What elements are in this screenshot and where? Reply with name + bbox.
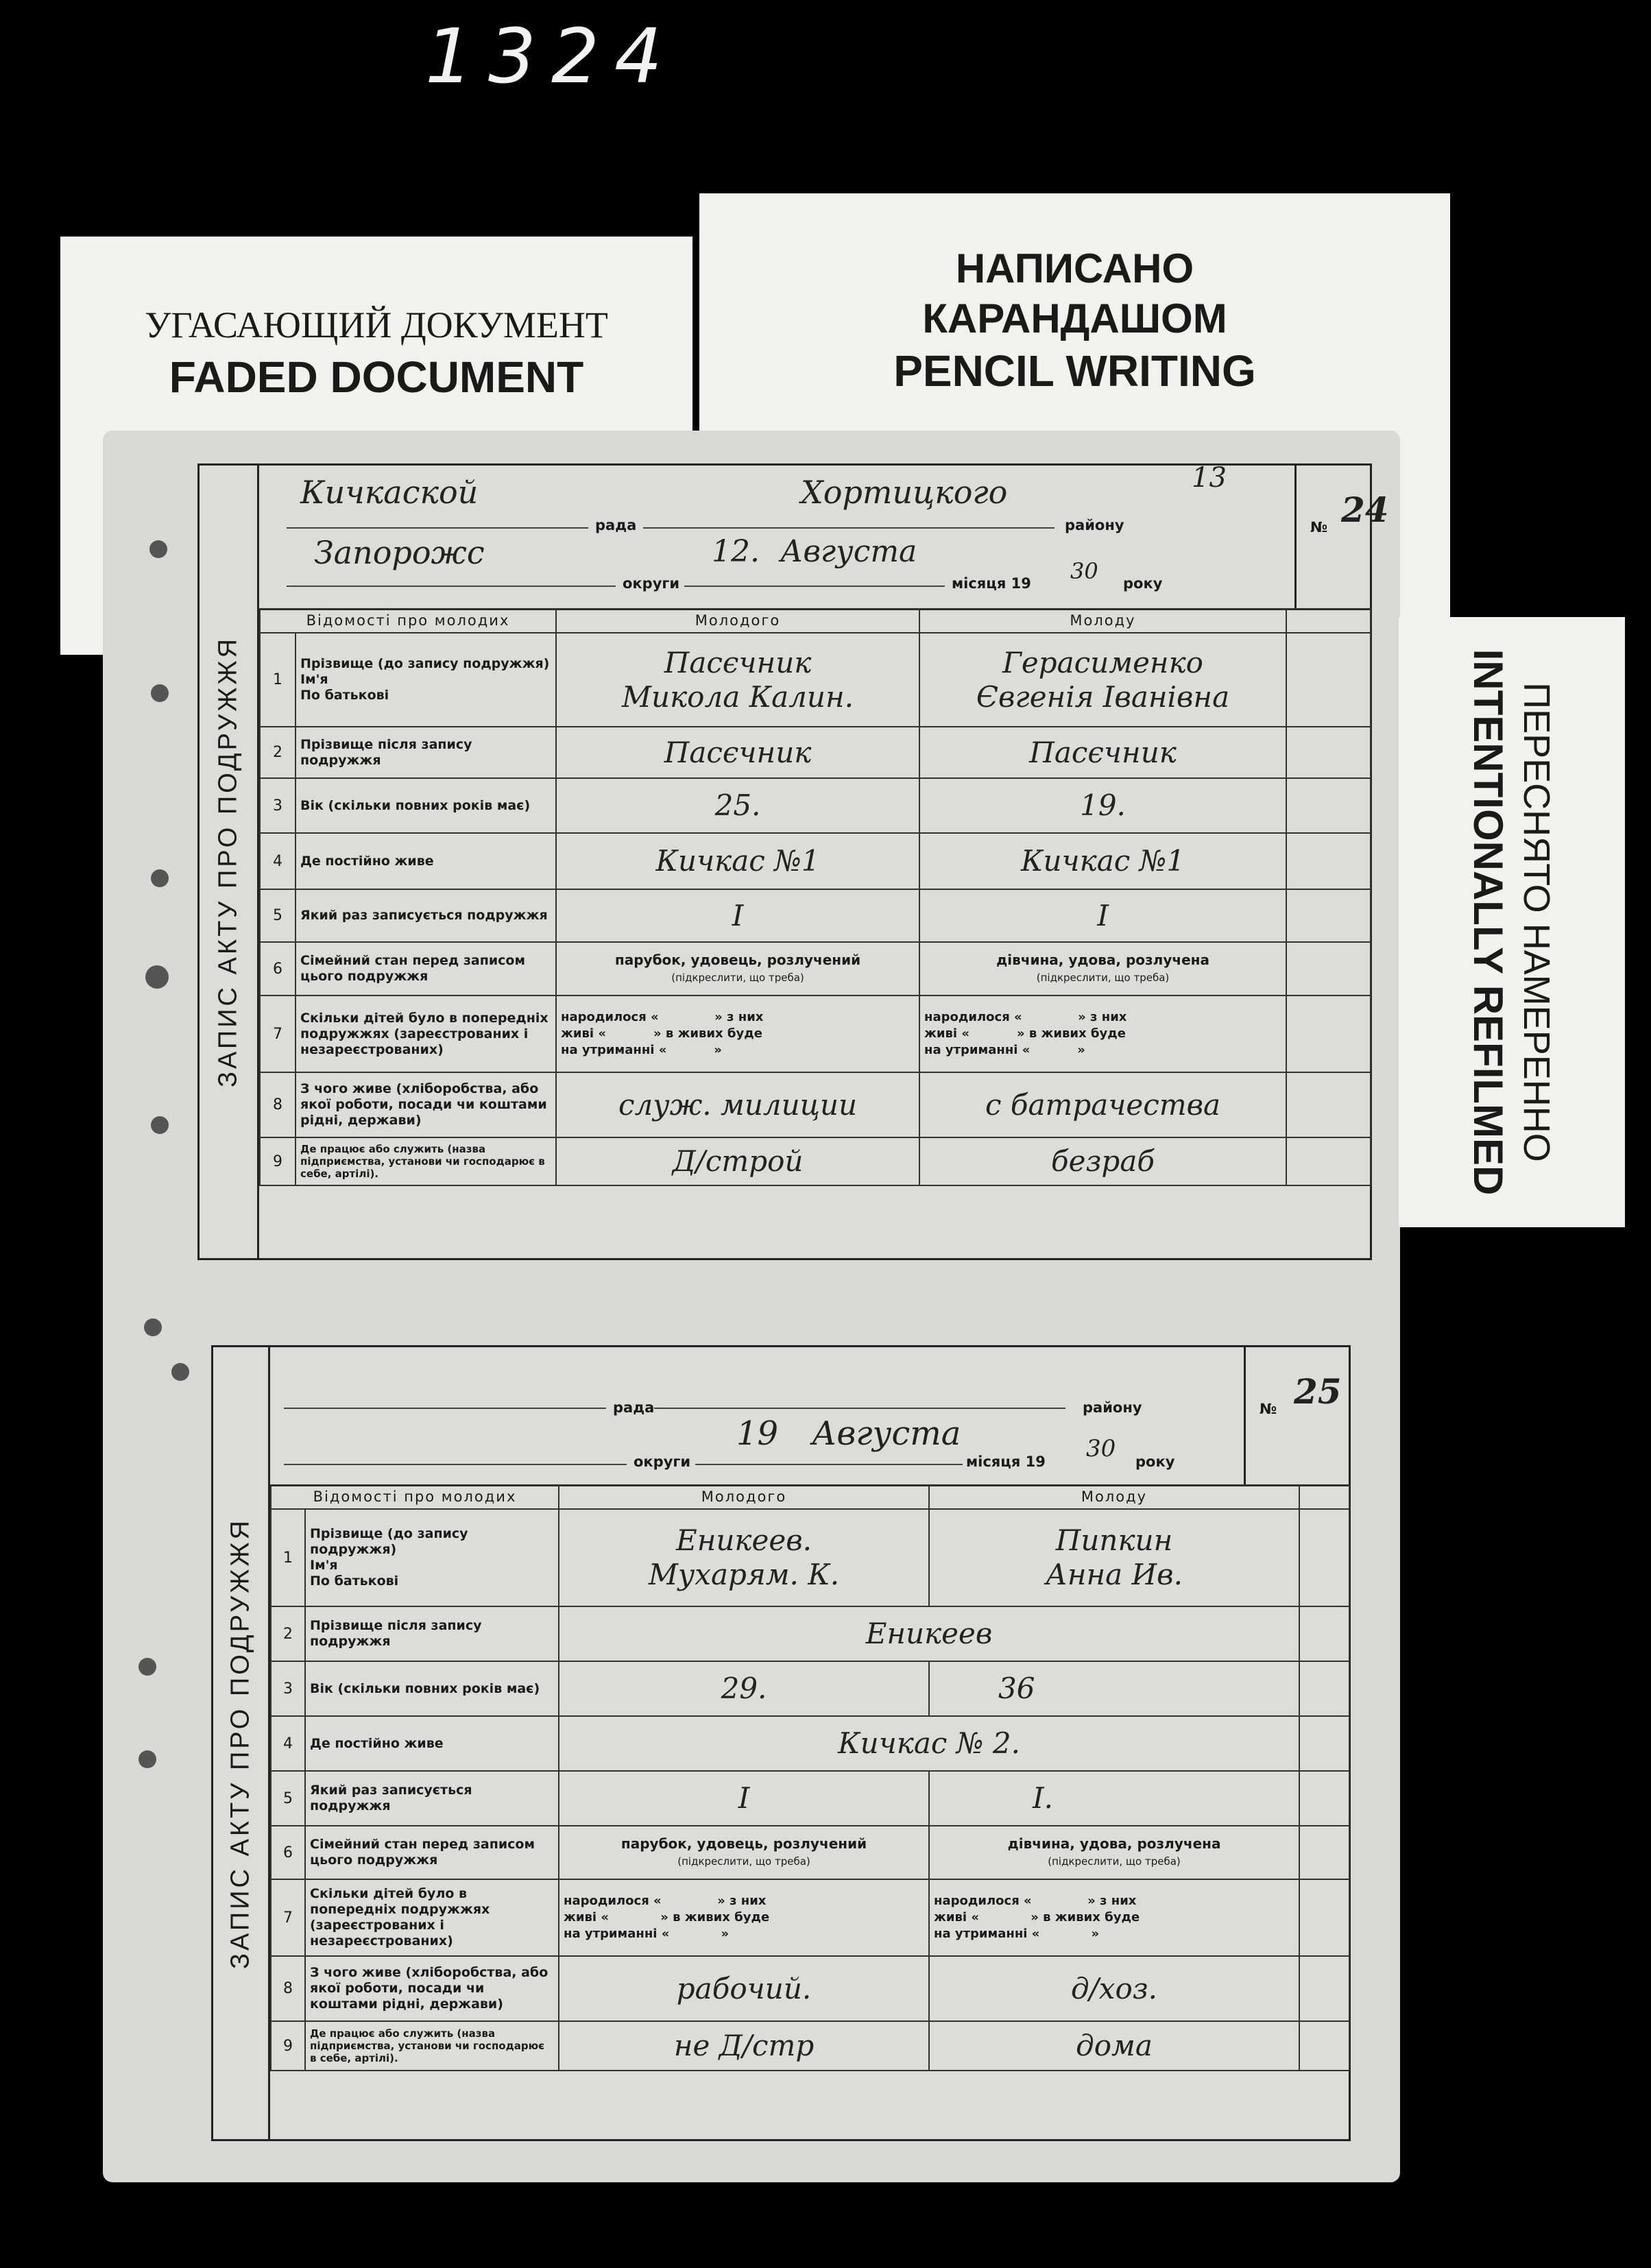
marriage-record-25	[211, 1345, 1351, 2141]
binding-hole	[145, 965, 169, 989]
year-value: 30	[1070, 558, 1098, 584]
col-bride-header: Молоду	[919, 609, 1286, 633]
pencil-slip-english: PENCIL WRITING	[893, 346, 1256, 396]
col-info-header: Відомості про молодих	[260, 609, 556, 633]
raion-correction: 13	[1192, 462, 1227, 494]
record-number: 24	[1341, 490, 1389, 530]
record-header	[259, 462, 1389, 610]
groom-children: народилося « » з них живі « » в живих буде на утриманні « »	[556, 996, 919, 1072]
groom-workplace: Д/строй	[672, 1144, 804, 1178]
row-times-question: Який раз записується подружжя	[296, 889, 556, 942]
bride-times: I	[1097, 898, 1109, 932]
intentionally-refilmed-slip	[1399, 617, 1625, 1227]
year-label: року	[1123, 575, 1163, 592]
row-workplace-question: Де працює або служить (назва підприємства, установи чи господарює в себе, артілі).	[305, 2021, 559, 2071]
record-side-title: ЗАПИС АКТУ ПРО ПОДРУЖЖЯ	[200, 466, 259, 1258]
month-label: місяця 19	[952, 575, 1031, 592]
year-value: 30	[1086, 1435, 1116, 1462]
groom-times: I	[732, 898, 744, 932]
row-children-question: Скільки дітей було в попередніх подружжях (зареєстрованих і незареєстрованих)	[305, 1879, 559, 1956]
groom-status: парубок, удовець, розлучений (підкреслити, що треба)	[556, 942, 919, 996]
col-info-header: Відомості про молодих	[271, 1485, 559, 1509]
row-surname-after-question: Прізвище після запису подружжя	[305, 1606, 559, 1661]
raion-value: Хортицкого	[801, 474, 1008, 511]
record-table: Відомості про молодих Молодого Молоду 1 Прізвище (до запису подружжя) Ім'я По батькові Еникеев. Мухарям. К. Пипкин Анна Ив. 2 Прізвище після запису подружжя Еникеев 3 Вік (скільки повних років має) 29. 36 4 Де постійно живе Кичкас № 2. 5 Який раз записується подружжя I I. 6 Сімейний стан перед записом цього подружжя парубок, удовець, розлучений (підкреслити, що треба) дівчина, удова, розлучена (підкреслити, що треба) 7 Скільки дітей було в попередніх подружжях (зареєстрованих і незареєстрованих) народилося « » з них живі « » в живих буде на утриманні « » народилося « » з них живі « » в живих буде на утриманні « » 8 З чого живе (хліборобства, або якої роботи, посади чи коштами рідні, держави) рабочий. д/хоз. 9 Де працює або служить (назва підприємства, установи чи господарює в себе, артілі). не Д/стр дома	[270, 1484, 1350, 2071]
groom-times: I	[738, 1781, 750, 1815]
col-groom-header: Молодого	[559, 1485, 929, 1509]
record-number-box: № 25	[1244, 1347, 1246, 1484]
okrug-label: округи	[634, 1453, 691, 1470]
month-label: місяця 19	[966, 1453, 1046, 1470]
surname-after: Еникеев	[865, 1617, 993, 1650]
col-groom-header: Молодого	[556, 609, 919, 633]
film-frame-number: 1324	[425, 12, 677, 100]
bride-name-cell: Пипкин Анна Ив.	[929, 1509, 1299, 1606]
groom-status: парубок, удовець, розлучений (підкреслити, що треба)	[559, 1826, 929, 1879]
okrug-label: округи	[623, 575, 680, 592]
bride-status: дівчина, удова, розлучена (підкреслити, що треба)	[919, 942, 1286, 996]
pencil-slip-russian-line2: КАРАНДАШОМ	[922, 295, 1227, 341]
bride-workplace: безраб	[1051, 1144, 1155, 1178]
raion-label: району	[1065, 517, 1124, 533]
okrug-value: Запорожс	[314, 534, 485, 571]
faded-slip-russian: УГАСАЮЩИЙ ДОКУМЕНТ	[145, 304, 608, 346]
row-name-question: Прізвище (до запису подружжя) Ім'я По батькові	[305, 1509, 559, 1606]
binding-hole	[144, 1318, 162, 1336]
row-age-question: Вік (скільки повних років має)	[305, 1661, 559, 1716]
bride-children: народилося « » з них живі « » в живих буде на утриманні « »	[919, 996, 1286, 1072]
groom-name-cell: Еникеев. Мухарям. К.	[559, 1509, 929, 1606]
row-name-question: Прізвище (до запису подружжя) Ім'я По батькові	[296, 633, 556, 727]
record-number: 25	[1294, 1371, 1342, 1412]
marriage-record-24	[197, 462, 1389, 1260]
bride-times: I.	[1033, 1781, 1053, 1815]
pencil-slip-russian-line1: НАПИСАНО	[955, 245, 1194, 291]
bride-workplace: дома	[1076, 2029, 1153, 2062]
row-residence-question: Де постійно живе	[305, 1716, 559, 1771]
row-age-question: Вік (скільки повних років має)	[296, 778, 556, 833]
raion-label: району	[1083, 1399, 1142, 1416]
binding-hole	[151, 684, 169, 702]
day-value: 19	[736, 1414, 779, 1453]
groom-surname-after: Пасєчник	[664, 735, 812, 769]
row-residence-question: Де постійно живе	[296, 833, 556, 889]
record-side-title: ЗАПИС АКТУ ПРО ПОДРУЖЖЯ	[213, 1347, 270, 2139]
bride-surname-after: Пасєчник	[1029, 735, 1177, 769]
col-bride-header: Молоду	[929, 1485, 1299, 1509]
month-value: Августа	[780, 534, 917, 569]
bride-status: дівчина, удова, розлучена (підкреслити, що треба)	[929, 1826, 1299, 1879]
row-status-question: Сімейний стан перед записом цього подружжя	[296, 942, 556, 996]
bride-age: 36	[998, 1672, 1035, 1705]
groom-income: служ. милиции	[618, 1087, 858, 1122]
rada-value: Кичкаской	[300, 474, 479, 511]
groom-residence: Кичкас №1	[655, 844, 820, 878]
binding-hole	[138, 1750, 156, 1768]
bride-income: д/хоз.	[1071, 1971, 1158, 2005]
refilm-slip-russian: ПЕРЕСНЯТО НАМЕРЕННО	[1516, 682, 1557, 1162]
row-status-question: Сімейний стан перед записом цього подружжя	[305, 1826, 559, 1879]
binding-hole	[151, 869, 169, 887]
day-value: 12.	[712, 534, 760, 569]
binding-hole	[149, 540, 167, 558]
month-value: Августа	[812, 1414, 961, 1453]
refilm-slip-english: INTENTIONALLY REFILMED	[1465, 649, 1511, 1196]
groom-age: 25.	[714, 788, 761, 822]
binding-hole	[151, 1116, 169, 1134]
bride-name-cell: Герасименко Євгенія Іванівна	[919, 633, 1286, 727]
record-header	[270, 1347, 1349, 1486]
row-workplace-question: Де працює або служить (назва підприємства, установи чи господарює в себе, артілі).	[296, 1137, 556, 1185]
row-income-question: З чого живе (хліборобства, або якої роботи, посади чи коштами рідні, держави)	[296, 1072, 556, 1137]
bride-residence: Кичкас №1	[1020, 844, 1185, 878]
record-number-box: № 24	[1294, 466, 1297, 608]
binding-hole	[138, 1658, 156, 1676]
groom-children: народилося « » з них живі « » в живих буде на утриманні « »	[559, 1879, 929, 1956]
row-surname-after-question: Прізвище після запису подружжя	[296, 727, 556, 778]
binding-hole	[171, 1363, 189, 1381]
faded-slip-english: FADED DOCUMENT	[169, 352, 584, 402]
bride-children: народилося « » з них живі « » в живих буде на утриманні « »	[929, 1879, 1299, 1956]
groom-age: 29.	[721, 1672, 767, 1705]
rada-label: рада	[613, 1399, 655, 1416]
row-children-question: Скільки дітей було в попередніх подружжях (зареєстрованих і незареєстрованих)	[296, 996, 556, 1072]
bride-income: с батрачества	[985, 1087, 1221, 1122]
groom-income: рабочий.	[676, 1971, 812, 2005]
year-label: року	[1135, 1453, 1175, 1470]
groom-name-cell: Пасєчник Микола Калин.	[556, 633, 919, 727]
groom-workplace: не Д/стр	[673, 2029, 815, 2062]
row-times-question: Який раз записується подружжя	[305, 1771, 559, 1826]
row-income-question: З чого живе (хліборобства, або якої роботи, посади чи коштами рідні, держави)	[305, 1956, 559, 2021]
bride-age: 19.	[1080, 788, 1126, 822]
residence: Кичкас № 2.	[838, 1726, 1020, 1760]
rada-label: рада	[595, 517, 637, 533]
record-table: Відомості про молодих Молодого Молоду 1 Прізвище (до запису подружжя) Ім'я По батькові Пасєчник Микола Калин. Герасименко Євгенія Іванівна 2 Прізвище після запису подружжя Пасєчник Пасєчник 3 Вік (скільки повних років має) 25. 19. 4 Де постійно живе Кичкас №1 Кичкас №1 5 Який раз записується подружжя I I 6 Сімейний стан перед записом цього подружжя парубок, удовець, розлучений (підкреслити, що треба) дівчина, удова, розлучена (підкреслити, що треба) 7 Скільки дітей було в попередніх подружжях (зареєстрованих і незареєстрованих) народилося « » з них живі « » в живих буде на утриманні « » народилося « » з них живі « » в живих буде на утриманні « » 8 З чого живе (хліборобства, або якої роботи, посади чи коштами рідні, держави) служ. милиции с батрачества 9 Де працює або служить (назва підприємства, установи чи господарює в себе, артілі). Д/строй безраб	[259, 608, 1371, 1186]
